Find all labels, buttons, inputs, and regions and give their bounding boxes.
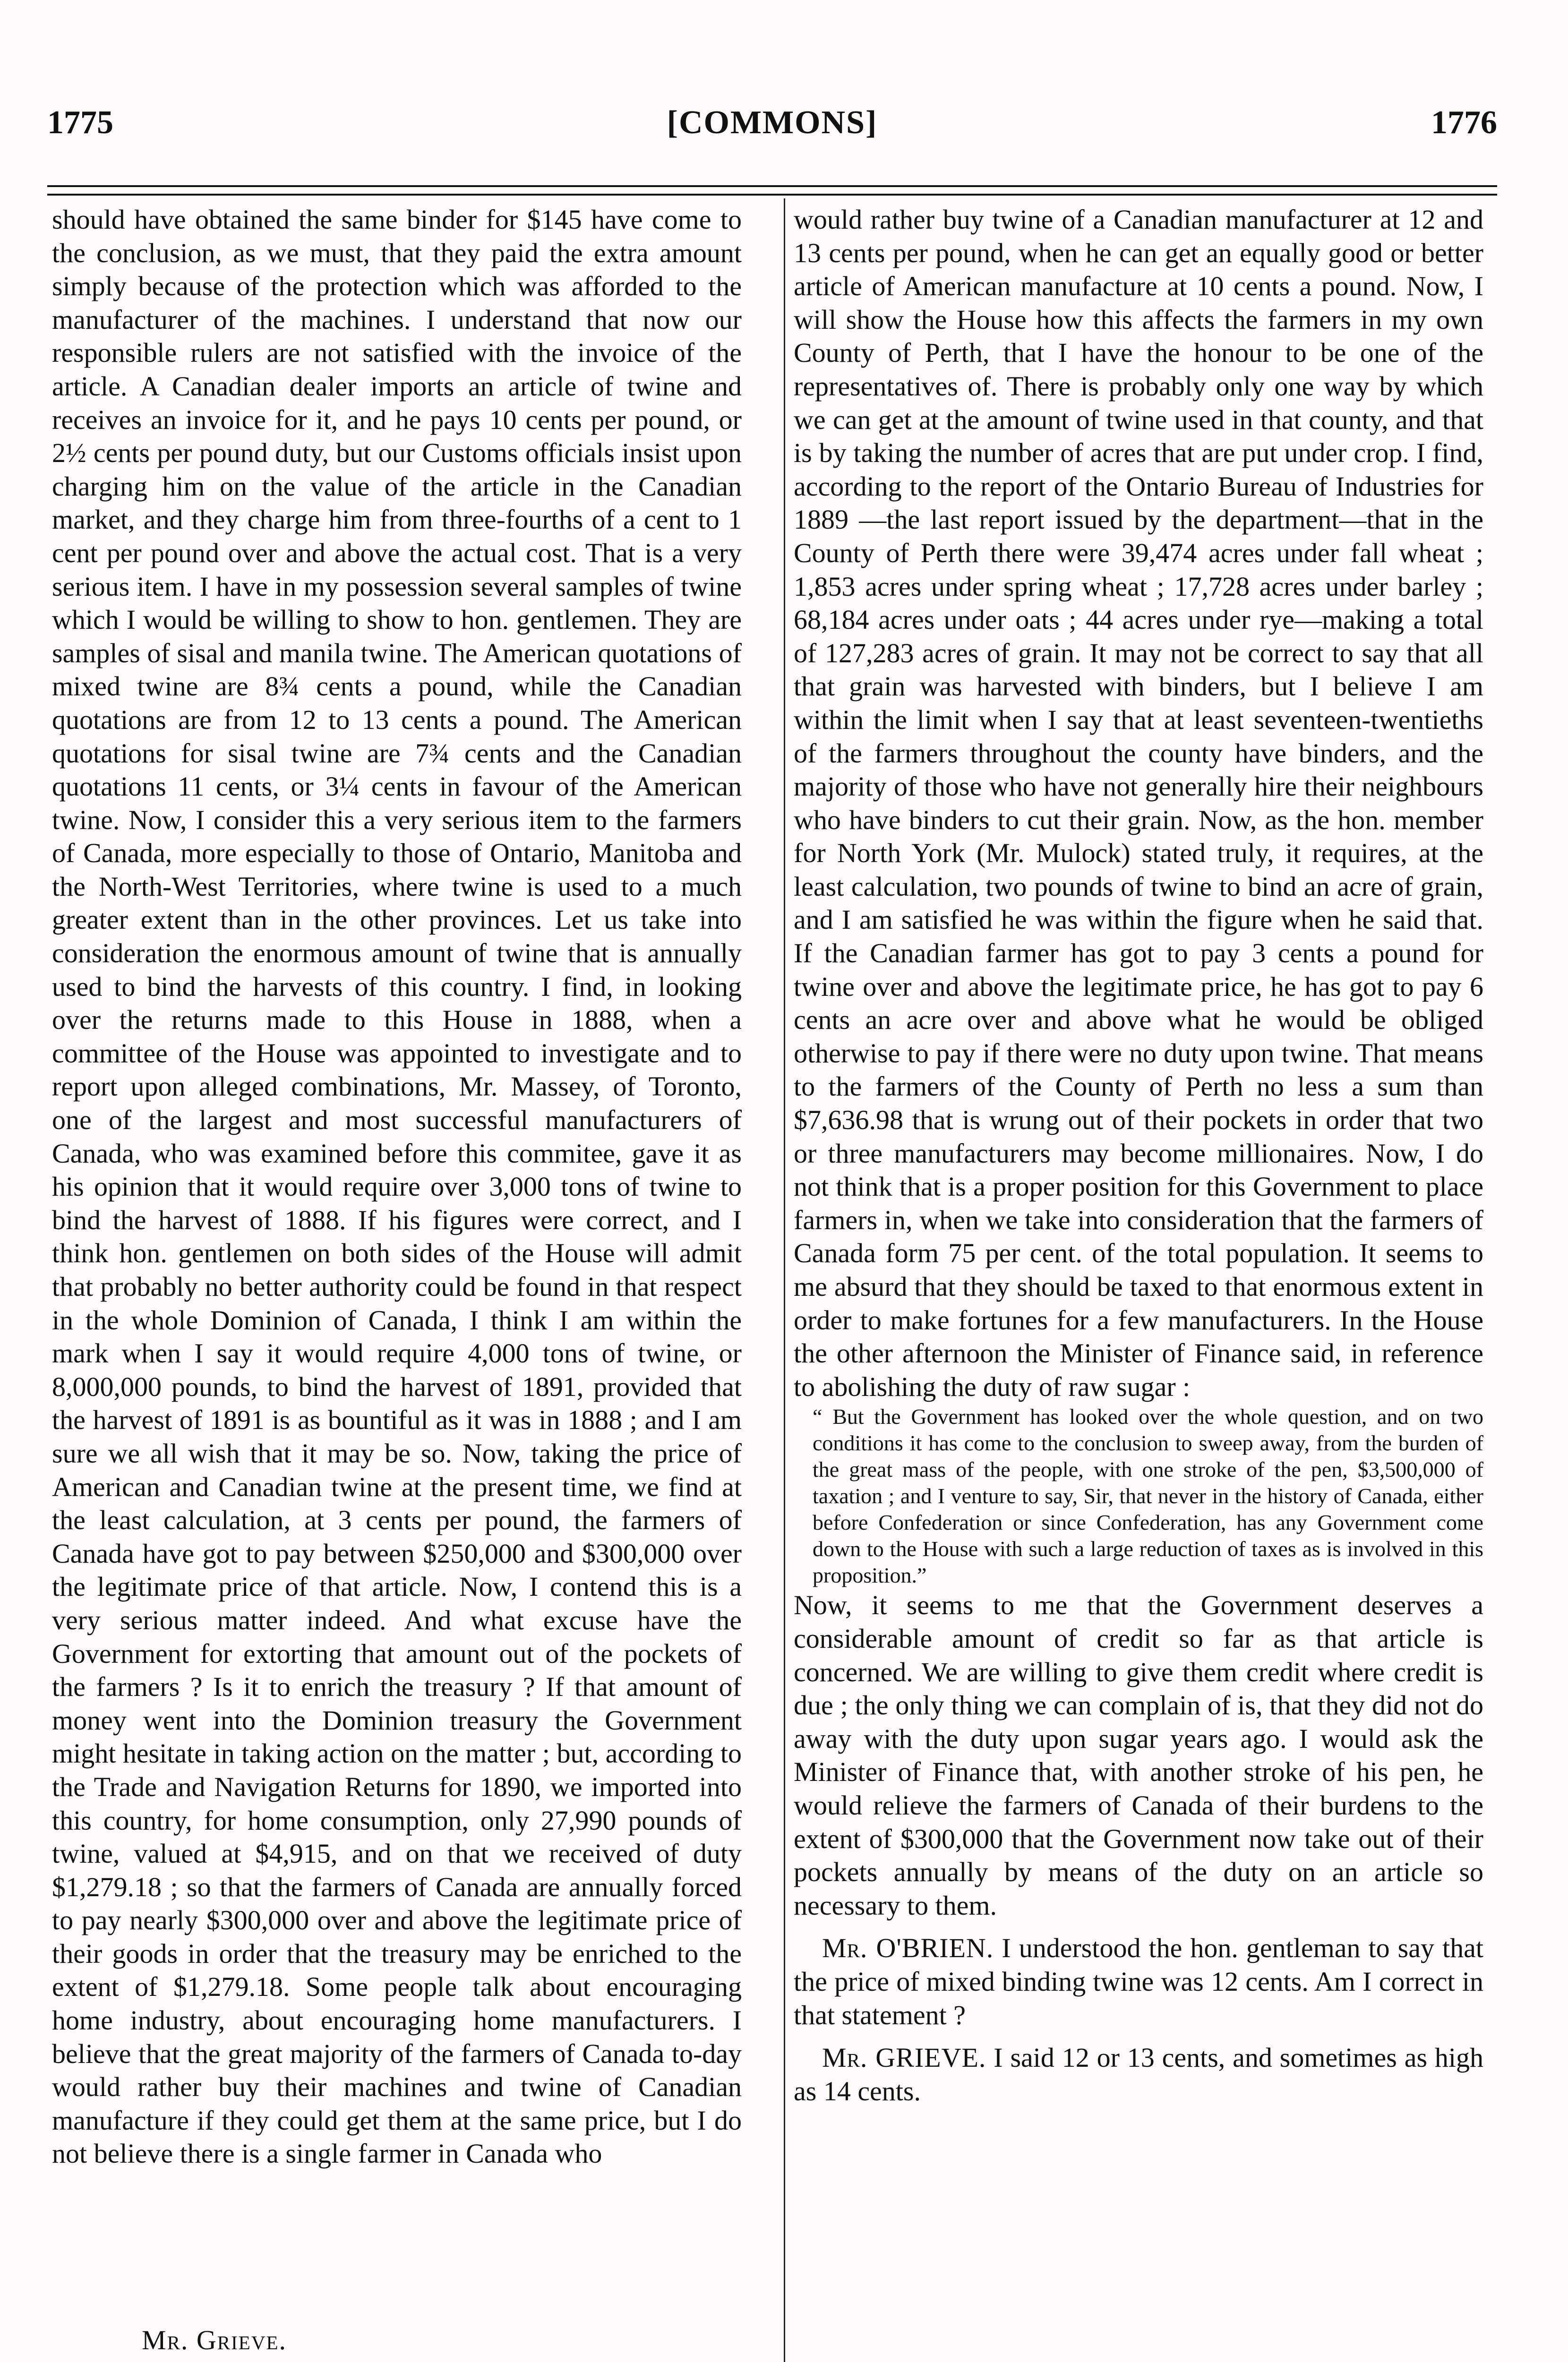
header-rule-top	[47, 185, 1497, 187]
page-number-right: 1776	[1431, 104, 1497, 141]
speech-grieve	[794, 2041, 1483, 2108]
left-column	[52, 203, 742, 2171]
page-header	[47, 85, 1497, 146]
speaker-name: Mr. O'BRIEN.	[822, 1933, 994, 1964]
right-column	[794, 203, 1483, 2108]
speech-text: I understood the hon. gentleman to say that the price of mixed binding twine was 12 cents. Am I correct in that statement ?	[794, 1933, 1483, 2030]
page-number-left: 1775	[47, 104, 113, 141]
speech-obrien	[794, 1932, 1483, 2032]
column-divider	[784, 198, 785, 2362]
speaker-name: Mr. GRIEVE.	[822, 2042, 986, 2073]
right-column-paragraph: would rather buy twine of a Canadian manufacturer at 12 and 13 cents per pound, when he can get an equally good or better article of American manufacture at 10 cents a pound. Now, I will show the House how this affects the farmers in my own County of Perth, that I have the honour to be one of the representatives of. There is probably only one way by which we can get at the amount of twine used in that county, and that is by taking the number of acres that are put under crop. I find, according to the report of the Ontario Bureau of Industries for 1889 —the last report issued by the department—that in the County of Perth there were 39,474 acres under fall wheat ; 1,853 acres under spring wheat ; 17,728 acres under barley ; 68,184 acres under oats ; 44 acres under rye—making a total of 127,283 acres of grain. It may not be correct to say that all that grain was harvested with binders, but I believe I am within the limit when I say that at least seventeen-twentieths of the farmers throughout the county have binders, and the majority of those who have not generally hire their neighbours who have binders to cut their grain. Now, as the hon. member for North York (Mr. Mulock) stated truly, it requires, at the least calculation, two pounds of twine to bind an acre of grain, and I am satisfied he was within the figure when he said that. If the Canadian farmer has got to pay 3 cents a pound for twine over and above the legitimate price, he has got to pay 6 cents an acre over and above what he would be obliged otherwise to pay if there were no duty upon twine. That means to the farmers of the County of Perth no less a sum than $7,636.98 that is wrung out of their pockets in order that two or three manufacturers may become millionaires. Now, I do not think that is a proper position for this Government to place farmers in, when we take into consideration that the farmers of Canada form 75 per cent. of the total population. It seems to me absurd that they should be taxed to that enormous extent in order to make fortunes for a few manufacturers. In the House the other afternoon the Minister of Finance said, in reference to abolishing the duty of raw sugar :	[794, 204, 1483, 1402]
header-title: [COMMONS]	[667, 104, 878, 141]
catchword: Mr. Grieve.	[142, 2325, 287, 2355]
right-column-paragraph-2: Now, it seems to me that the Government deserves a considerable amount of credit so far as that article is concerned. We are willing to give them credit where credit is due ; the only thing we can complain of is, that they did not do away with the duty upon sugar years ago. I would ask the Minister of Finance that, with another stroke of his pen, he would relieve the farmers of Canada of their burdens to the extent of $300,000 that the Government now take out of their pockets annually by means of the duty on an article so necessary to them.	[794, 1590, 1483, 1921]
speech-text: I said 12 or 13 cents, and sometimes as high as 14 cents.	[794, 2042, 1483, 2106]
left-column-paragraph: should have obtained the same binder for $145 have come to the conclusion, as we must, that they paid the extra amount simply because of the protection which was afforded to the manufacturer of the machines. I understand that now our responsible rulers are not satisfied with the invoice of the article. A Canadian dealer imports an article of twine and receives an invoice for it, and he pays 10 cents per pound, or 2½ cents per pound duty, but our Customs officials insist upon charging him on the value of the article in the Canadian market, and they charge him from three-fourths of a cent to 1 cent per pound over and above the actual cost. That is a very serious item. I have in my possession several samples of twine which I would be willing to show to hon. gentlemen. They are samples of sisal and manila twine. The American quotations of mixed twine are 8¾ cents a pound, while the Canadian quotations are from 12 to 13 cents a pound. The American quotations for sisal twine are 7¾ cents and the Canadian quotations 11 cents, or 3¼ cents in favour of the American twine. Now, I consider this a very serious item to the farmers of Canada, more especially to those of Ontario, Manitoba and the North-West Territories, where twine is used to a much greater extent than in the other provinces. Let us take into consideration the enormous amount of twine that is annually used to bind the harvests of this country. I find, in looking over the returns made to this House in 1888, when a committee of the House was appointed to investigate and to report upon alleged combinations, Mr. Massey, of Toronto, one of the largest and most successful manufacturers of Canada, who was examined before this commitee, gave it as his opinion that it would require over 3,000 tons of twine to bind the harvest of 1888. If his figures were correct, and I think hon. gentlemen on both sides of the House will admit that probably no better authority could be found in that respect in the whole Dominion of Canada, I think I am within the mark when I say it would require 4,000 tons of twine, or 8,000,000 pounds, to bind the harvest of 1891, provided that the harvest of 1891 is as bountiful as it was in 1888 ; and I am sure we all wish that it may be so. Now, taking the price of American and Canadian twine at the present time, we find at the least calculation, at 3 cents per pound, the farmers of Canada have got to pay between $250,000 and $300,000 over the legitimate price of that article. Now, I contend this is a very serious matter indeed. And what excuse have the Government for extorting that amount out of the pockets of the farmers ? Is it to enrich the treasury ? If that amount of money went into the Dominion treasury the Government might hesitate in taking action on the matter ; but, according to the Trade and Navigation Returns for 1890, we imported into this country, for home consumption, only 27,990 pounds of twine, valued at $4,915, and on that we received of duty $1,279.18 ; so that the farmers of Canada are annually forced to pay nearly $300,000 over and above the legitimate price of their goods in order that the treasury may be enriched to the extent of $1,279.18. Some people talk about encouraging home industry, about encouraging home manufacturers. I believe that the great majority of the farmers of Canada to-day would rather buy their machines and twine of Canadian manufacture if they could get them at the same price, but I do not believe there is a single farmer in Canada who	[52, 204, 742, 2169]
header-rule-bottom	[47, 194, 1497, 196]
block-quote: “ But the Government has looked over the whole question, and on two conditions it has come to the conclusion to sweep away, from the burden of the great mass of the people, with one stroke of the pen, $3,500,000 of taxation ; and I venture to say, Sir, that never in the history of Canada, either before Confederation or since Confederation, has any Government come down to the House with such a large reduction of taxes as is involved in this proposition.”	[813, 1404, 1483, 1588]
